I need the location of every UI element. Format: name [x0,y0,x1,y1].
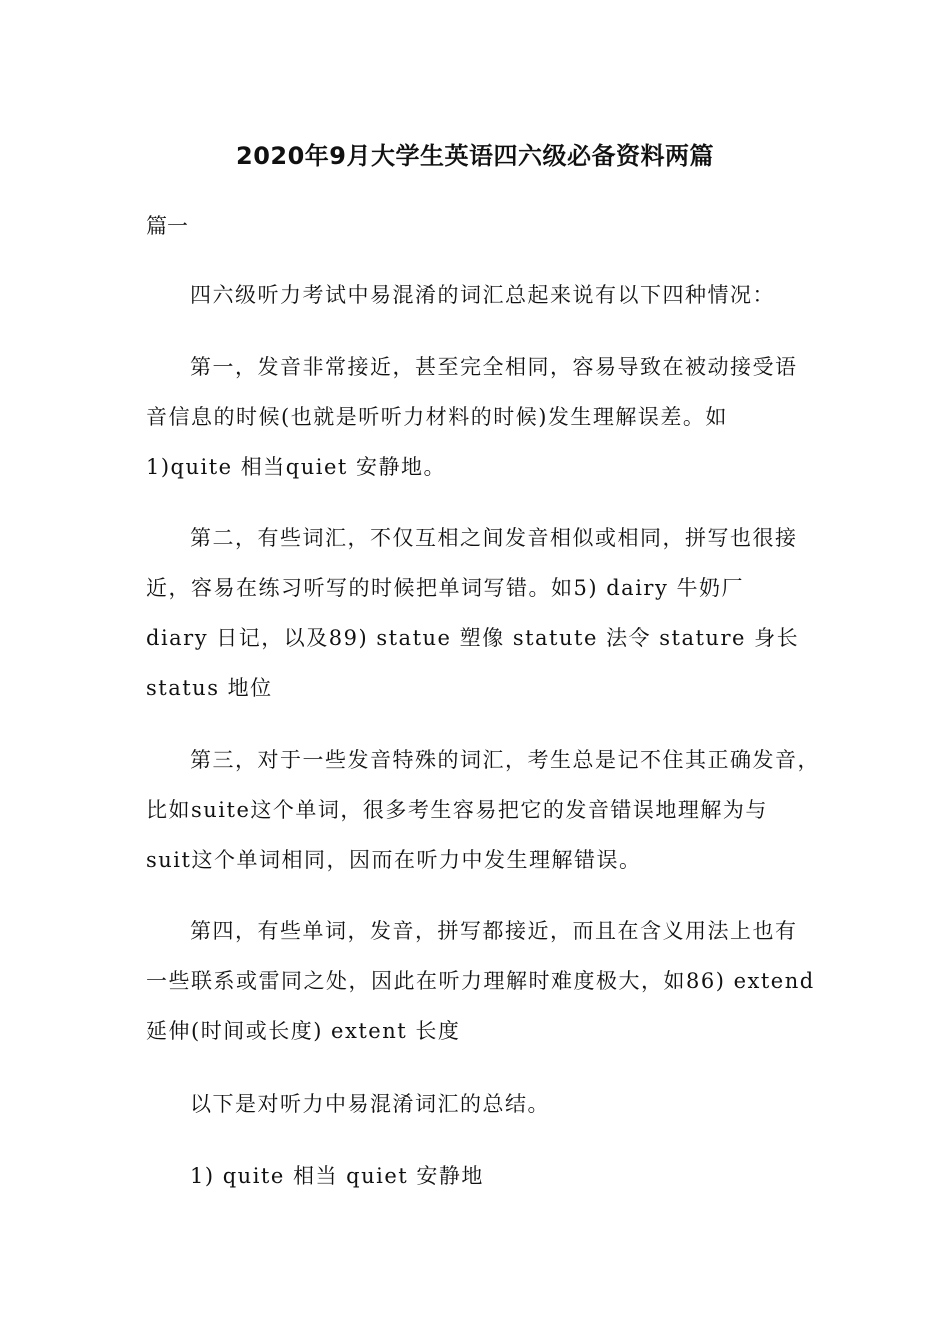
paragraph-line: 延伸(时间或长度) extent 长度 [146,1019,461,1043]
paragraph-line: 比如suite这个单词，很多考生容易把它的发音错误地理解为与 [146,798,768,822]
paragraph-line: 1)quite 相当quiet 安静地。 [146,455,447,479]
paragraph-intro [146,270,806,320]
paragraph-line: 1) quite 相当 quiet 安静地 [190,1164,484,1188]
paragraph-first-point [146,342,806,492]
paragraph-line: 第四，有些单词，发音，拼写都接近，而且在含义用法上也有 [190,919,798,943]
paragraph-line: 四六级听力考试中易混淆的词汇总起来说有以下四种情况： [190,283,775,307]
paragraph-line: suit这个单词相同，因而在听力中发生理解错误。 [146,848,642,872]
paragraph-second-point [146,513,806,713]
paragraph-third-point [146,735,820,885]
paragraph-line: 第一，发音非常接近，甚至完全相同，容易导致在被动接受语 [190,355,798,379]
paragraph-line: status 地位 [146,676,273,700]
paragraph-line: 第三，对于一些发音特殊的词汇，考生总是记不住其正确发音， [190,748,820,772]
paragraph-line: 第二，有些词汇，不仅互相之间发音相似或相同，拼写也很接 [190,526,798,550]
paragraph-fourth-point [146,906,815,1056]
document-title: 2020年9月大学生英语四六级必备资料两篇 [236,142,714,170]
paragraph-summary-intro [146,1079,806,1129]
paragraph-line: diary 日记，以及89) statue 塑像 statute 法令 stature 身长 [146,626,800,650]
paragraph-line: 一些联系或雷同之处，因此在听力理解时难度极大，如86) extend [146,969,815,993]
paragraph-list-item [146,1151,806,1201]
paragraph-line: 音信息的时候(也就是听听力材料的时候)发生理解误差。如 [146,405,728,429]
paragraph-line: 近，容易在练习听写的时候把单词写错。如5) dairy 牛奶厂 [146,576,744,600]
section-label: 篇一 [146,214,188,238]
paragraph-line: 以下是对听力中易混淆词汇的总结。 [190,1092,550,1116]
